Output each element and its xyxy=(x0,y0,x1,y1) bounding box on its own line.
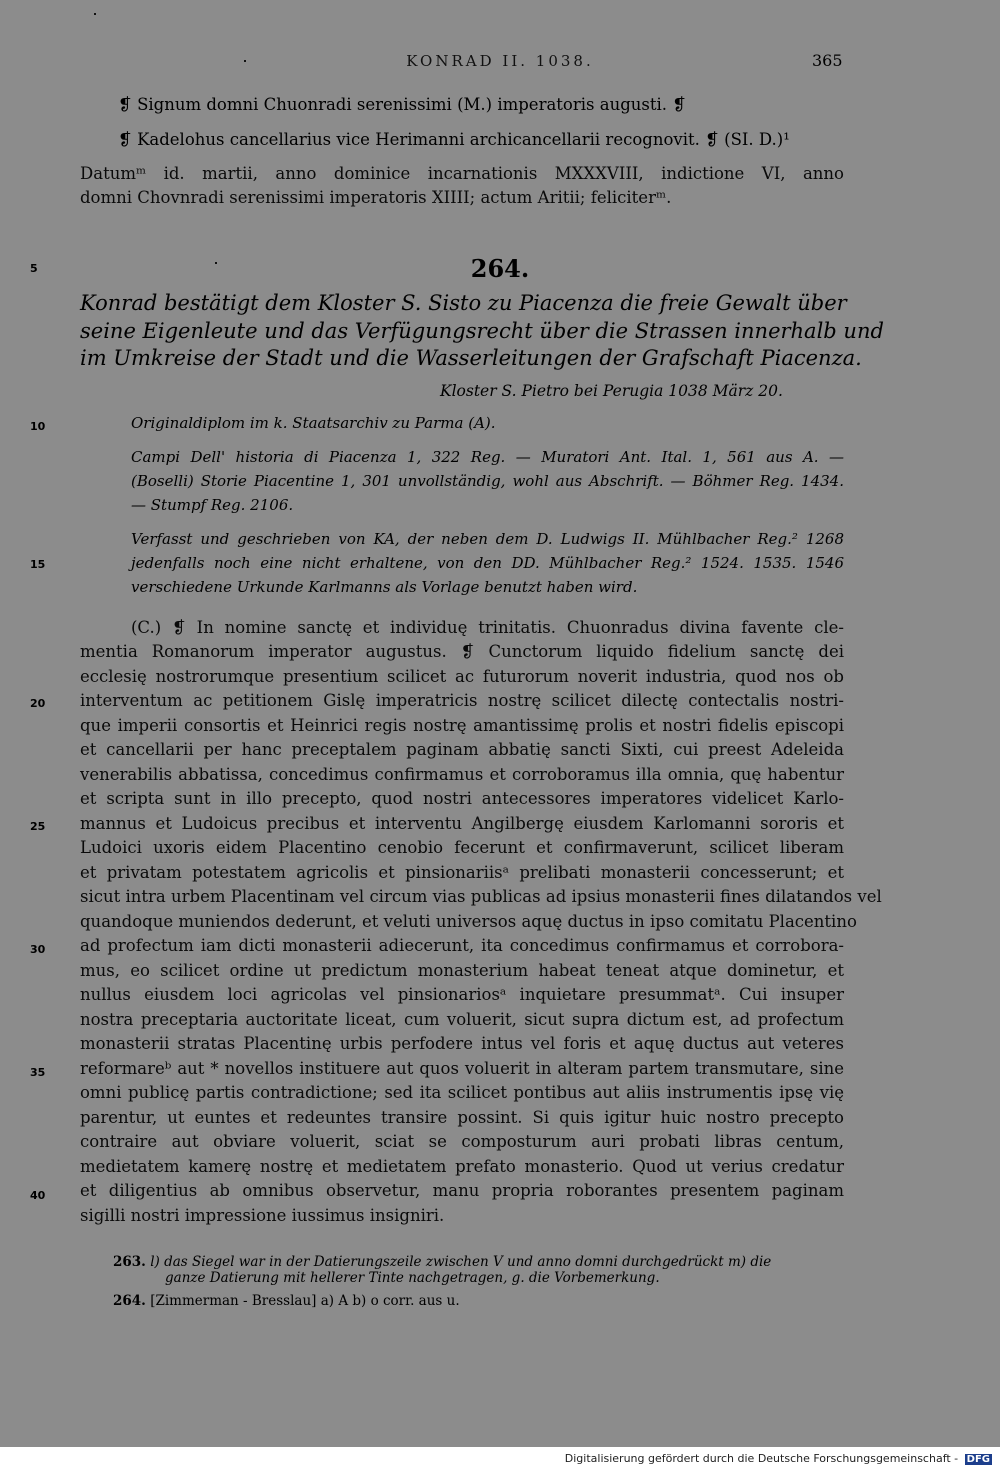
tradition-note: Originaldiplom im k. Staatsarchiv zu Parma (A). xyxy=(131,414,496,432)
remarks-note: verschiedene Urkunde Karlmanns als Vorlage benutzt haben wird. xyxy=(131,578,638,596)
dfg-logo-icon: DFG xyxy=(966,1454,990,1465)
funding-credit xyxy=(565,1452,992,1465)
charter-text-line: que imperii consortis et Heinrici regis nostrę amantissimę prolis et nostri fidelis episcopi xyxy=(80,716,844,735)
footnote-263-cont xyxy=(165,1270,844,1287)
charter-text-line: contraire aut obviare voluerit, sciat se composturum auri probati libras centum, xyxy=(80,1132,844,1151)
speck xyxy=(94,13,96,15)
running-head: KONRAD II. 1038. xyxy=(406,52,594,70)
credit-text: Digitalisierung gefördert durch die Deutsche Forschungsgemeinschaft - xyxy=(564,1452,959,1465)
line-number: 30 xyxy=(30,943,46,956)
charter-text-line: monasterii stratas Placentinę urbis perfodere intus vel foris et aquę ductus aut veteres xyxy=(80,1034,844,1053)
dating-line: Datumᵐ id. martii, anno dominice incarnationis MXXXVIII, indictione VI, anno xyxy=(80,164,844,183)
footnote-number: 263. xyxy=(113,1254,146,1270)
editions-note: (Boselli) Storie Piacentine 1, 301 unvollständig, wohl aus Abschrift. — Böhmer Reg. 1434. xyxy=(131,472,844,490)
charter-text-line: sicut intra urbem Placentinam vel circum vias publicas ad ipsius monasterii fines dilatandos vel xyxy=(80,887,882,906)
regest-title-line: im Umkreise der Stadt und die Wasserleitungen der Grafschaft Piacenza. xyxy=(80,346,862,370)
charter-text-line: et diligentius ab omnibus observetur, manu propria roborantes presentem paginam xyxy=(80,1181,844,1200)
charter-text-line: et privatam potestatem agricolis et pinsionariisᵃ prelibati monasterii concesserunt; et xyxy=(80,863,844,882)
line-number: 35 xyxy=(30,1066,46,1079)
footnote-text: l) das Siegel war in der Datierungszeile zwischen V und anno domni durchgedrückt m) die xyxy=(150,1254,772,1270)
line-number: 40 xyxy=(30,1189,46,1202)
charter-text-line: et scripta sunt in illo precepto, quod nostri antecessores imperatores videlicet Karlo- xyxy=(80,789,844,808)
document-number: 264. xyxy=(470,254,530,283)
footnote-text: ganze Datierung mit hellerer Tinte nachgetragen, g. die Vorbemerkung. xyxy=(165,1270,660,1286)
charter-text-line: quandoque muniendos dederunt, et veluti universos aquę ductus in ipso comitatu Placentino xyxy=(80,912,857,931)
charter-text-line: reformareᵇ aut * novellos instituere aut quos voluerit in alteram partem transmutare, sine xyxy=(80,1059,844,1078)
charter-text-line: et cancellarii per hanc preceptalem paginam abbatię sancti Sixti, cui preest Adeleida xyxy=(80,740,844,759)
footnote-text: [Zimmerman - Bresslau] a) A b) o corr. aus u. xyxy=(150,1293,460,1309)
charter-text-line: ad profectum iam dicti monasterii adiecerunt, ita concedimus confirmamus et corrobora- xyxy=(80,936,844,955)
line-number: 20 xyxy=(30,697,46,710)
charter-text-line: mentia Romanorum imperator augustus. ❡ Cunctorum liquido fidelium sanctę dei xyxy=(80,642,844,661)
line-number: 15 xyxy=(30,558,46,571)
editions-note: Campi Dell' historia di Piacenza 1, 322 Reg. — Muratori Ant. Ital. 1, 561 aus A. — xyxy=(131,448,844,466)
charter-text-line: medietatem kamerę nostrę et medietatem prefato monasterio. Quod ut verius credatur xyxy=(80,1157,844,1176)
editions-note: — Stumpf Reg. 2106. xyxy=(131,496,294,514)
charter-text-line: ecclesię nostrorumque presentium scilicet ac futurorum noverit industria, quod nos ob xyxy=(80,667,844,686)
line-number: 5 xyxy=(30,262,38,275)
regest-title-line: seine Eigenleute und das Verfügungsrecht über die Strassen innerhalb und xyxy=(80,319,884,343)
remarks-note: Verfasst und geschrieben von KA, der neben dem D. Ludwigs II. Mühlbacher Reg.² 1268 xyxy=(131,530,844,548)
place-date: Kloster S. Pietro bei Perugia 1038 März 20. xyxy=(440,382,783,400)
charter-text-line: Ludoici uxoris eidem Placentino cenobio fecerunt et confirmaverunt, scilicet liberam xyxy=(80,838,844,857)
recognition-line: ❡ Kadelohus cancellarius vice Herimanni archicancellarii recognovit. ❡ (SI. D.)¹ xyxy=(118,130,790,149)
line-number: 25 xyxy=(30,820,46,833)
charter-text-line: venerabilis abbatissa, concedimus confirmamus et corroboramus illa omnia, quę habentur xyxy=(80,765,844,784)
line-number: 10 xyxy=(30,420,46,433)
charter-text-line: interventum ac petitionem Gislę imperatricis nostrę scilicet dilectę contectalis nostri- xyxy=(80,691,844,710)
charter-text-line: (C.) ❡ In nomine sanctę et individuę trinitatis. Chuonradus divina favente cle- xyxy=(131,618,844,637)
footnote-264 xyxy=(113,1293,844,1310)
page-number: 365 xyxy=(812,51,843,70)
charter-text-line: mannus et Ludoicus precibus et interventu Angilbergę eiusdem Karlomanni sororis et xyxy=(80,814,844,833)
charter-text-line: nostra preceptaria auctoritate liceat, cum voluerit, sicut supra dictum est, ad profectum xyxy=(80,1010,844,1029)
charter-text-line: sigilli nostri impressione iussimus insigniri. xyxy=(80,1206,445,1225)
remarks-note: jedenfalls noch eine nicht erhaltene, von den DD. Mühlbacher Reg.² 1524. 1535. 1546 xyxy=(131,554,844,572)
footnote-number: 264. xyxy=(113,1293,146,1309)
charter-text-line: omni publicę partis contradictione; sed ita scilicet pontibus aut aliis instrumentis ipsę vię xyxy=(80,1083,844,1102)
footnote-263 xyxy=(113,1254,844,1271)
regest-title-line: Konrad bestätigt dem Kloster S. Sisto zu Piacenza die freie Gewalt über xyxy=(80,291,847,315)
charter-text-line: mus, eo scilicet ordine ut predictum monasterium habeat teneat atque dominetur, et xyxy=(80,961,844,980)
charter-text-line: parentur, ut euntes et redeuntes transire possint. Si quis igitur huic nostro precepto xyxy=(80,1108,844,1127)
signum-line: ❡ Signum domni Chuonradi serenissimi (M.) imperatoris augusti. ❡ xyxy=(118,95,687,114)
charter-text-line: nullus eiusdem loci agricolas vel pinsionariosᵃ inquietare presummatᵃ. Cui insuper xyxy=(80,985,844,1004)
dating-line: domni Chovnradi serenissimi imperatoris XIIII; actum Aritii; feliciterᵐ. xyxy=(80,188,672,207)
